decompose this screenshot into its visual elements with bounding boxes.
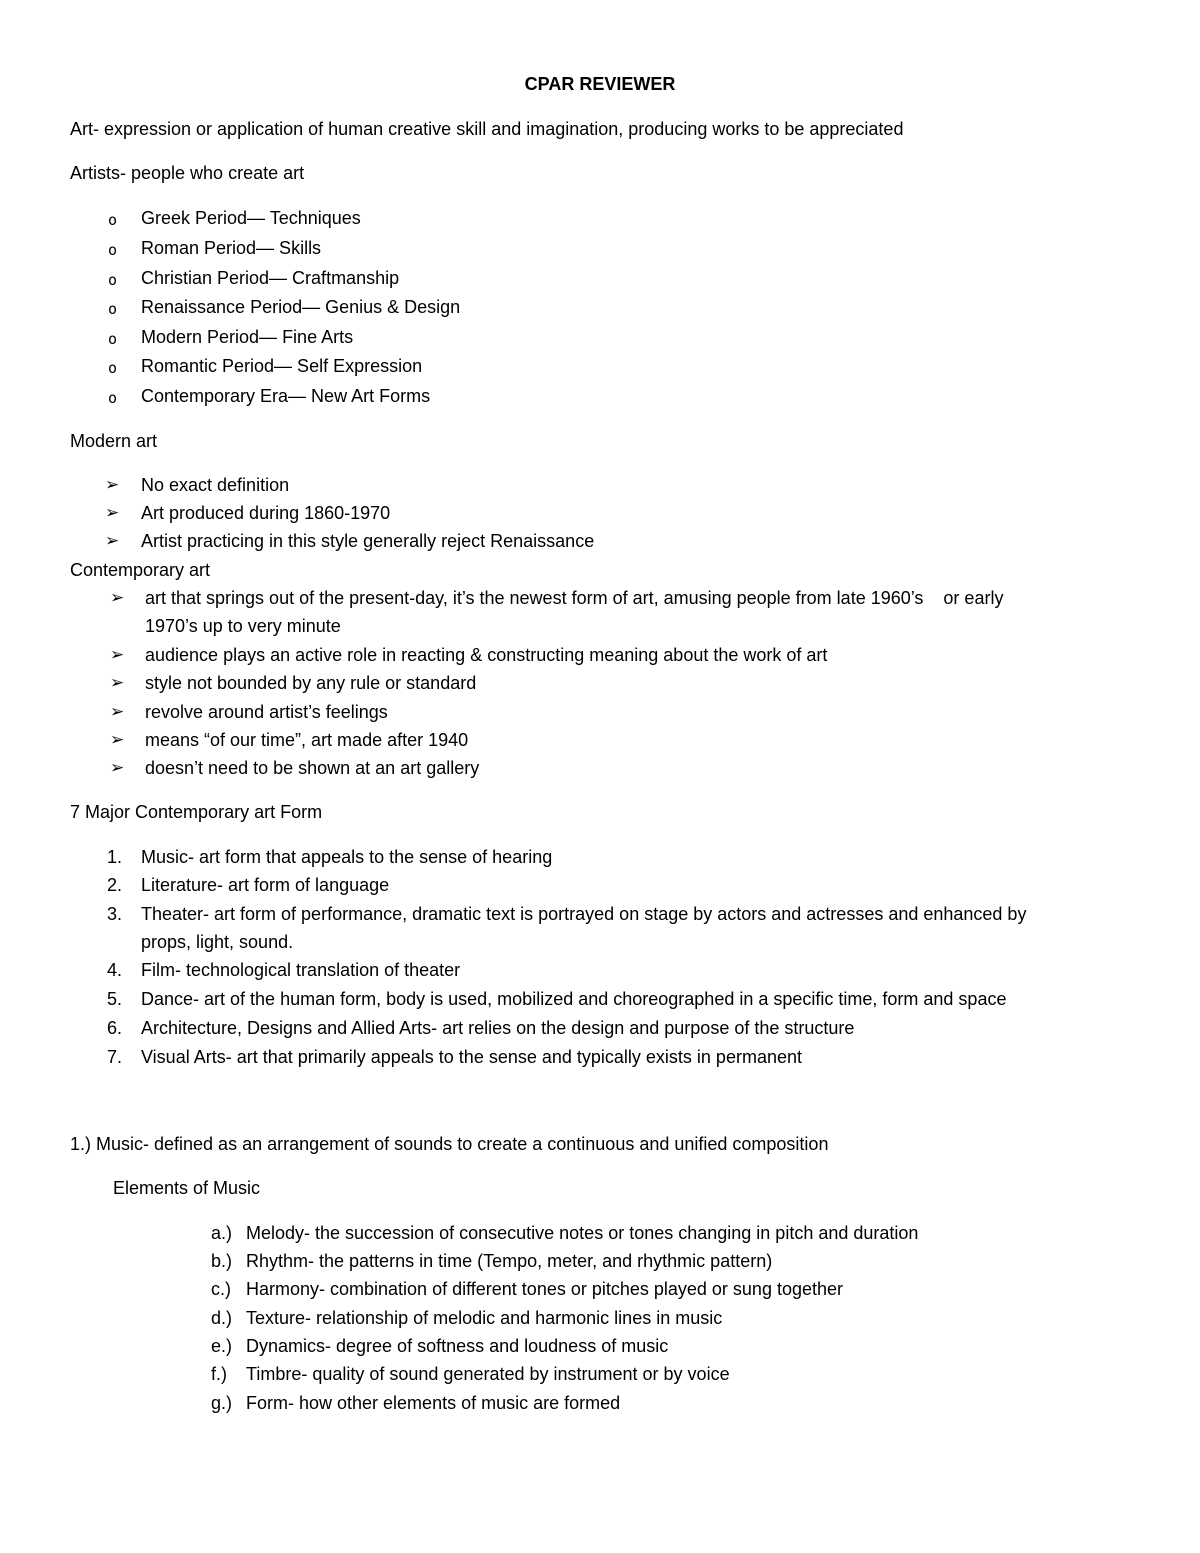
list-item-contemporary: means “of our time”, art made after 1940 — [145, 730, 469, 750]
list-item-element: Texture- relationship of melodic and harmonic lines in music — [246, 1308, 723, 1328]
arrow-bullet-icon: ➢ — [110, 702, 125, 722]
list-item-form-continued: props, light, sound. — [141, 932, 294, 952]
list-item-period: Modern Period— Fine Arts — [141, 327, 354, 347]
list-letter: a.) — [211, 1223, 233, 1243]
list-item-period: Greek Period— Techniques — [141, 208, 361, 228]
circle-bullet-icon: o — [108, 330, 118, 348]
circle-bullet-icon: o — [108, 241, 118, 259]
list-number: 3. — [106, 904, 122, 924]
art-definition: Art- expression or application of human creative skill and imagination, producing works to be appreciated — [70, 119, 904, 139]
list-letter: b.) — [211, 1251, 233, 1271]
list-item-form: Architecture, Designs and Allied Arts- art relies on the design and purpose of the structure — [141, 1018, 855, 1038]
list-item-period: Christian Period— Craftmanship — [141, 268, 400, 288]
arrow-bullet-icon: ➢ — [110, 730, 125, 750]
page-title: CPAR REVIEWER — [524, 74, 676, 94]
circle-bullet-icon: o — [108, 389, 118, 407]
list-item-form: Film- technological translation of theater — [141, 960, 461, 980]
list-item-element: Form- how other elements of music are formed — [246, 1393, 621, 1413]
circle-bullet-icon: o — [108, 211, 118, 229]
list-item-period: Roman Period— Skills — [141, 238, 322, 258]
section-heading-contemporary-art: Contemporary art — [70, 560, 211, 580]
list-item-period: Romantic Period— Self Expression — [141, 356, 423, 376]
list-item-contemporary: doesn’t need to be shown at an art gallery — [145, 758, 480, 778]
list-item-modern: Art produced during 1860-1970 — [141, 503, 391, 523]
list-number: 4. — [106, 960, 122, 980]
list-number: 5. — [106, 989, 122, 1009]
list-item-form: Dance- art of the human form, body is used, mobilized and choreographed in a specific time, form and space — [141, 989, 1007, 1009]
list-item-modern: No exact definition — [141, 475, 290, 495]
list-item-form: Literature- art form of language — [141, 875, 390, 895]
list-letter: e.) — [211, 1336, 233, 1356]
music-definition: 1.) Music- defined as an arrangement of sounds to create a continuous and unified composition — [70, 1134, 829, 1154]
list-item-contemporary-continued: 1970’s up to very minute — [145, 616, 341, 636]
list-item-contemporary: audience plays an active role in reacting & constructing meaning about the work of art — [145, 645, 828, 665]
list-item-contemporary: style not bounded by any rule or standard — [145, 673, 477, 693]
list-item-modern: Artist practicing in this style generally reject Renaissance — [141, 531, 595, 551]
list-item-contemporary: art that springs out of the present-day, it’s the newest form of art, amusing people from late 1960’s or early — [145, 588, 1004, 608]
circle-bullet-icon: o — [108, 359, 118, 377]
arrow-bullet-icon: ➢ — [110, 758, 125, 778]
list-item-element: Melody- the succession of consecutive notes or tones changing in pitch and duration — [246, 1223, 919, 1243]
list-item-element: Timbre- quality of sound generated by instrument or by voice — [246, 1364, 730, 1384]
list-item-element: Harmony- combination of different tones or pitches played or sung together — [246, 1279, 844, 1299]
list-number: 2. — [106, 875, 122, 895]
list-number: 7. — [106, 1047, 122, 1067]
arrow-bullet-icon: ➢ — [105, 531, 120, 551]
arrow-bullet-icon: ➢ — [110, 673, 125, 693]
section-heading-major-forms: 7 Major Contemporary art Form — [70, 802, 323, 822]
arrow-bullet-icon: ➢ — [110, 645, 125, 665]
list-item-element: Dynamics- degree of softness and loudness of music — [246, 1336, 669, 1356]
list-letter: g.) — [211, 1393, 233, 1413]
list-item-element: Rhythm- the patterns in time (Tempo, meter, and rhythmic pattern) — [246, 1251, 773, 1271]
arrow-bullet-icon: ➢ — [105, 475, 120, 495]
section-heading-modern-art: Modern art — [70, 431, 158, 451]
list-item-period: Contemporary Era— New Art Forms — [141, 386, 431, 406]
list-number: 6. — [106, 1018, 122, 1038]
arrow-bullet-icon: ➢ — [110, 588, 125, 608]
list-item-period: Renaissance Period— Genius & Design — [141, 297, 461, 317]
circle-bullet-icon: o — [108, 271, 118, 289]
circle-bullet-icon: o — [108, 300, 118, 318]
subheading-elements-of-music: Elements of Music — [113, 1178, 261, 1198]
list-letter: c.) — [211, 1279, 231, 1299]
artists-definition: Artists- people who create art — [70, 163, 305, 183]
list-item-form: Theater- art form of performance, dramatic text is portrayed on stage by actors and actresses and enhanced by — [141, 904, 1027, 924]
list-letter: f.) — [211, 1364, 227, 1384]
list-letter: d.) — [211, 1308, 233, 1328]
list-item-form: Visual Arts- art that primarily appeals to the sense and typically exists in permanent — [141, 1047, 802, 1067]
list-item-contemporary: revolve around artist’s feelings — [145, 702, 388, 722]
list-number: 1. — [106, 847, 122, 867]
arrow-bullet-icon: ➢ — [105, 503, 120, 523]
list-item-form: Music- art form that appeals to the sense of hearing — [141, 847, 553, 867]
